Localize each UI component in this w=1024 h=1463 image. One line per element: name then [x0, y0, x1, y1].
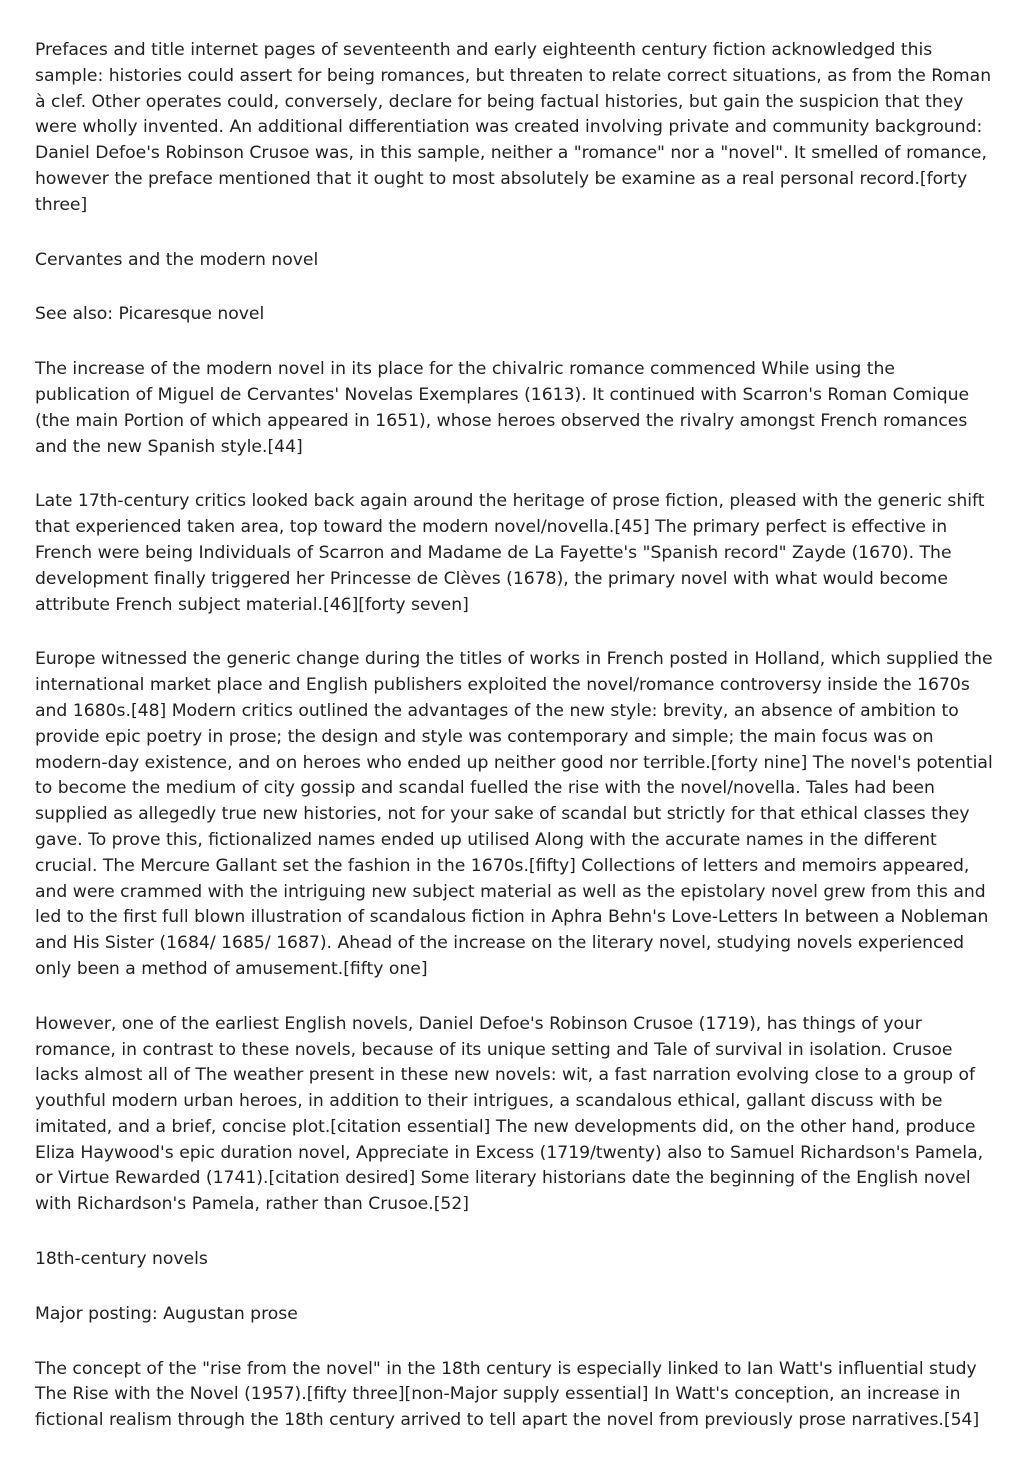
paragraph-prefaces: Prefaces and title internet pages of seventeenth and early eighteenth century fiction acknowledged this sample: histories could assert for being romances, but threaten to relate correct situations, as from the Roman à clef. Other operates could, conversely, declare for being factual histories, but gain the suspicion that they were wholly invented. An additional differentiation was created involving private and community background: Daniel Defoe's Robinson Crusoe was, in this sample, neither a "romance" nor a "novel". It smelled of romance, however the preface mentioned that it ought to most absolutely be examine as a real personal record.[forty three] — [35, 40, 992, 215]
main-article-note: Major posting: Augustan prose — [35, 1303, 298, 1324]
section-heading-18th-century: 18th-century novels — [35, 1249, 208, 1270]
paragraph-rise-of-novel: The concept of the "rise from the novel" in the 18th century is especially linked to Ian Watt's influential study The Rise with the Novel (1957).[fifty three][non-Major supply essential] In Watt's conception, an increase in fictional realism through the 18th century arrived to tell apart the novel from previously prose narratives.[54] — [35, 1358, 980, 1431]
section-heading-cervantes: Cervantes and the modern novel — [35, 249, 319, 270]
paragraph-increase-modern-novel: The increase of the modern novel in its place for the chivalric romance commenced While using the publication of Miguel de Cervantes' Novelas Exemplares (1613). It continued with Scarron's Roman Comique (the main Portion of which appeared in 1651), whose heroes observed the rivalry amongst French romances and the new Spanish style.[44] — [35, 359, 970, 457]
paragraph-late-17th-century: Late 17th-century critics looked back again around the heritage of prose fiction, pleased with the generic shift that experienced taken area, top toward the modern novel/novella.[45] The primary perfect is effective in French were being Individuals of Scarron and Madame de La Fayette's "Spanish record" Zayde (1670). The development finally triggered her Princesse de Clèves (1678), the primary novel with what would become attribute French subject material.[46][forty seven] — [35, 491, 985, 615]
article-body — [35, 38, 993, 1463]
see-also-note: See also: Picaresque novel — [35, 304, 265, 325]
paragraph-robinson-crusoe: However, one of the earliest English novels, Daniel Defoe's Robinson Crusoe (1719), has things of your romance, in contrast to these novels, because of its unique setting and Tale of survival in isolation. Crusoe lacks almost all of The weather present in these new novels: wit, a fast narration evolving close to a group of youthful modern urban heroes, in addition to their intrigues, a scandalous ethical, gallant discuss with be imitated, and a brief, concise plot.[citation essential] The new developments did, on the other hand, produce Eliza Haywood's epic duration novel, Appreciate in Excess (1719/twenty) also to Samuel Richardson's Pamela, or Virtue Rewarded (1741).[citation desired] Some literary historians date the beginning of the English novel with Richardson's Pamela, rather than Crusoe.[52] — [35, 1013, 984, 1215]
paragraph-europe-witnessed: Europe witnessed the generic change during the titles of works in French posted in Holland, which supplied the international market place and English publishers exploited the novel/romance controversy inside the 1670s and 1680s.[48] Modern critics outlined the advantages of the new style: brevity, an absence of ambition to provide epic poetry in prose; the design and style was contemporary and simple; the main focus was on modern-day existence, and on heroes who ended up neither good nor terrible.[forty nine] The novel's potential to become the medium of city gossip and scandal fuelled the rise with the novel/novella. Tales had been supplied as allegedly true new histories, not for your sake of scandal but strictly for that ethical classes they gave. To prove this, fictionalized names ended up utilised Along with the accurate names in the different crucial. The Mercure Gallant set the fashion in the 1670s.[fifty] Collections of letters and memoirs appeared, and were crammed with the intriguing new subject material as well as the epistolary novel grew from this and led to the first full blown illustration of scandalous fiction in Aphra Behn's Love-Letters In between a Nobleman and His Sister (1684/ 1685/ 1687). Ahead of the increase on the literary novel, studying novels experienced only been a method of amusement.[fifty one] — [35, 649, 993, 979]
